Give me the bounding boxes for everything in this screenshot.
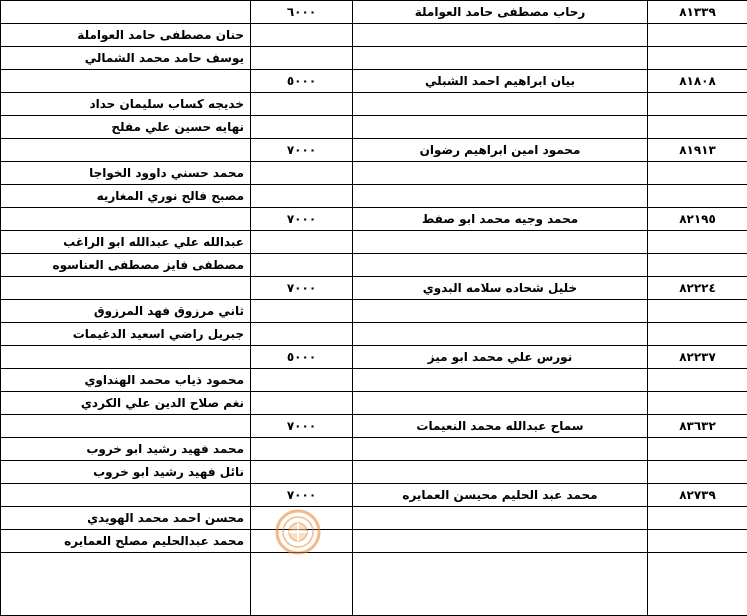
grant-cell: محمود ذياب محمد الهنداوي	[1, 369, 251, 392]
name-cell	[353, 93, 648, 116]
amount-cell	[251, 116, 353, 139]
id-cell	[648, 162, 747, 185]
name-cell	[353, 162, 648, 185]
grant-cell	[1, 415, 251, 438]
grant-cell: حنان مصطفى حامد العواملة	[1, 24, 251, 47]
grant-cell: يوسف حامد محمد الشمالي	[1, 47, 251, 70]
grant-cell: محسن احمد محمد الهويدي	[1, 507, 251, 530]
table-row	[1, 208, 747, 231]
name-cell	[353, 231, 648, 254]
name-cell: محمود امين ابراهيم رضوان	[353, 139, 648, 162]
grant-cell: مصبح فالح نوري المغاريه	[1, 185, 251, 208]
table-row	[1, 231, 747, 254]
grant-cell: محمد حسني داوود الخواجا	[1, 162, 251, 185]
name-cell	[353, 47, 648, 70]
table-body	[1, 1, 747, 616]
name-cell: خليل شحاده سلامه البدوي	[353, 277, 648, 300]
name-cell	[353, 323, 648, 346]
grant-cell	[1, 208, 251, 231]
amount-cell	[251, 392, 353, 415]
amount-cell	[251, 461, 353, 484]
table-row	[1, 116, 747, 139]
name-cell	[353, 507, 648, 530]
amount-cell	[251, 438, 353, 461]
table-row	[1, 93, 747, 116]
amount-cell	[251, 231, 353, 254]
name-cell	[353, 116, 648, 139]
amount-cell	[251, 185, 353, 208]
id-cell	[648, 369, 747, 392]
grant-cell: نهايه حسين علي مفلح	[1, 116, 251, 139]
table-row	[1, 323, 747, 346]
id-cell	[648, 231, 747, 254]
amount-cell: ٧٠٠٠	[251, 139, 353, 162]
amount-cell: ٧٠٠٠	[251, 415, 353, 438]
id-cell	[648, 116, 747, 139]
name-cell: سماح عبدالله محمد النعيمات	[353, 415, 648, 438]
name-cell-empty	[353, 553, 648, 616]
amount-cell: ٧٠٠٠	[251, 208, 353, 231]
table-row	[1, 47, 747, 70]
name-cell: بيان ابراهيم احمد الشبلي	[353, 70, 648, 93]
name-cell	[353, 24, 648, 47]
amount-cell	[251, 254, 353, 277]
table-row	[1, 300, 747, 323]
table-row	[1, 530, 747, 553]
id-cell	[648, 254, 747, 277]
grant-cell: محمد فهيد رشيد ابو خروب	[1, 438, 251, 461]
grant-cell	[1, 70, 251, 93]
table-row	[1, 392, 747, 415]
amount-cell	[251, 93, 353, 116]
grant-cell	[1, 484, 251, 507]
name-cell	[353, 392, 648, 415]
grant-cell: نائل فهيد رشيد ابو خروب	[1, 461, 251, 484]
table-row	[1, 185, 747, 208]
table-row	[1, 162, 747, 185]
amount-cell	[251, 47, 353, 70]
id-cell	[648, 47, 747, 70]
id-cell: ٨٢٢٣٧	[648, 346, 747, 369]
id-cell	[648, 530, 747, 553]
grant-cell: ثاني مرزوق فهد المرزوق	[1, 300, 251, 323]
grant-cell: محمد عبدالحليم مصلح العمايره	[1, 530, 251, 553]
amount-cell	[251, 24, 353, 47]
grant-cell	[1, 139, 251, 162]
table-row	[1, 254, 747, 277]
id-cell: ٨٣٦٣٢	[648, 415, 747, 438]
amount-cell	[251, 369, 353, 392]
id-cell	[648, 507, 747, 530]
name-cell	[353, 369, 648, 392]
id-cell	[648, 438, 747, 461]
name-cell	[353, 300, 648, 323]
table-row	[1, 346, 747, 369]
name-cell: رحاب مصطفى حامد العواملة	[353, 1, 648, 24]
name-cell	[353, 461, 648, 484]
table-row	[1, 24, 747, 47]
name-cell: نورس علي محمد ابو ميز	[353, 346, 648, 369]
amount-cell	[251, 162, 353, 185]
grant-cell: عبدالله علي عبدالله ابو الراغب	[1, 231, 251, 254]
name-cell: محمد وجيه محمد ابو صفط	[353, 208, 648, 231]
name-cell: محمد عبد الحليم محيسن العمايره	[353, 484, 648, 507]
amount-cell: ٧٠٠٠	[251, 277, 353, 300]
table-row	[1, 139, 747, 162]
grant-cell	[1, 346, 251, 369]
id-cell: ٨١٣٣٩	[648, 1, 747, 24]
grant-cell	[1, 1, 251, 24]
grant-cell: جبريل راضي اسعيد الدغيمات	[1, 323, 251, 346]
name-cell	[353, 530, 648, 553]
id-cell-empty	[648, 553, 747, 616]
id-cell: ٨٢٧٣٩	[648, 484, 747, 507]
id-cell: ٨٢١٩٥	[648, 208, 747, 231]
amount-cell: ٥٠٠٠	[251, 70, 353, 93]
table-row	[1, 70, 747, 93]
id-cell	[648, 461, 747, 484]
id-cell	[648, 185, 747, 208]
table-row	[1, 461, 747, 484]
table-row	[1, 1, 747, 24]
amount-cell: ٧٠٠٠	[251, 484, 353, 507]
amount-cell	[251, 323, 353, 346]
table-row	[1, 415, 747, 438]
id-cell: ٨١٨٠٨	[648, 70, 747, 93]
grant-cell: خديجه كساب سليمان حداد	[1, 93, 251, 116]
id-cell	[648, 323, 747, 346]
id-cell: ٨١٩١٣	[648, 139, 747, 162]
table-row	[1, 369, 747, 392]
seal-logo-icon	[274, 508, 322, 556]
id-cell	[648, 93, 747, 116]
amount-cell: ٦٠٠٠	[251, 1, 353, 24]
id-cell	[648, 392, 747, 415]
id-cell	[648, 24, 747, 47]
grant-cell: مصطفى فايز مصطفى العناسوه	[1, 254, 251, 277]
table-row	[1, 438, 747, 461]
name-cell	[353, 254, 648, 277]
table-row	[1, 507, 747, 530]
amount-cell	[251, 300, 353, 323]
grant-cell	[1, 277, 251, 300]
table-row	[1, 484, 747, 507]
name-cell	[353, 438, 648, 461]
name-cell	[353, 185, 648, 208]
id-cell	[648, 300, 747, 323]
grant-cell-empty	[1, 553, 251, 616]
empty-row	[1, 553, 747, 616]
amount-cell: ٥٠٠٠	[251, 346, 353, 369]
amount-cell-empty	[251, 553, 353, 616]
grant-cell: نغم صلاح الدين علي الكردي	[1, 392, 251, 415]
table-row	[1, 277, 747, 300]
id-cell: ٨٢٢٢٤	[648, 277, 747, 300]
